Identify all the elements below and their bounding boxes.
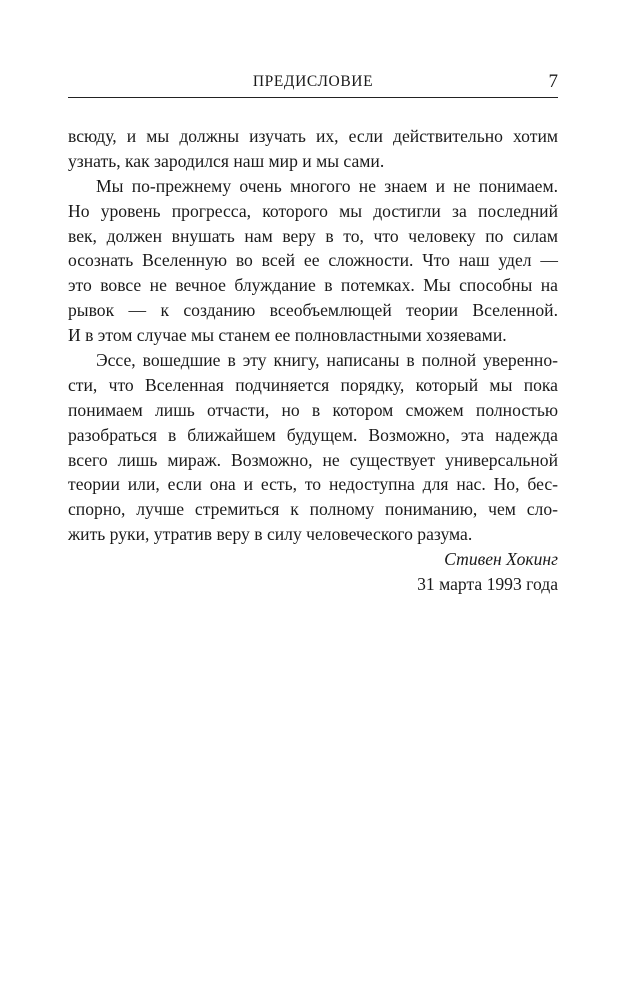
text-line: всюду, и мы должны изучать их, если действительно хотим bbox=[68, 126, 558, 146]
signature-date: 31 марта 1993 года bbox=[417, 574, 558, 595]
text-line: всего лишь мираж. Возможно, не существует универсальной bbox=[68, 449, 558, 470]
text-line: спорно, лучше стремиться к полному пониманию, чем сло- bbox=[68, 499, 558, 520]
text-line: это вовсе не вечное блуждание в потемках. Мы способны на bbox=[68, 275, 558, 296]
page-number: 7 bbox=[548, 71, 558, 92]
text-line: понимаем лишь отчасти, но в котором сможем полностью bbox=[68, 399, 558, 420]
text-line: Но уровень прогресса, которого мы достигли за последний bbox=[68, 200, 558, 221]
text-line: сти, что Вселенная подчиняется порядку, который мы пока bbox=[68, 374, 558, 395]
paragraph-continued bbox=[68, 124, 558, 174]
text-line: век, должен внушать нам веру в то, что человеку по силам bbox=[68, 225, 558, 246]
body-text bbox=[68, 124, 558, 597]
paragraph-progress bbox=[68, 174, 558, 348]
text-line: Мы по-прежнему очень многого не знаем и не понимаем. bbox=[96, 175, 558, 196]
running-head bbox=[68, 71, 558, 98]
text-line: И в этом случае мы станем ее полновластными хозяевами. bbox=[68, 325, 507, 346]
text-line: разобраться в ближайшем будущем. Возможно, эта надежда bbox=[68, 424, 558, 445]
text-line: Эссе, вошедшие в эту книгу, написаны в полной увереннo- bbox=[96, 350, 558, 371]
paragraph-essays bbox=[68, 348, 558, 547]
text-line: рывок — к созданию всеобъемлющей теории Вселенной. bbox=[68, 300, 558, 321]
text-line: теории или, если она и есть, то недоступна для нас. Но, бес- bbox=[68, 474, 558, 495]
text-line: узнать, как зародился наш мир и мы сами. bbox=[68, 150, 385, 171]
signature-author: Стивен Хокинг bbox=[444, 549, 558, 570]
running-head-title: ПРЕДИСЛОВИЕ bbox=[252, 73, 374, 90]
text-line: жить руки, утратив веру в силу человеческого разума. bbox=[68, 524, 473, 545]
text-line: осознать Вселенную во всей ее сложности. Что наш удел — bbox=[68, 250, 558, 271]
